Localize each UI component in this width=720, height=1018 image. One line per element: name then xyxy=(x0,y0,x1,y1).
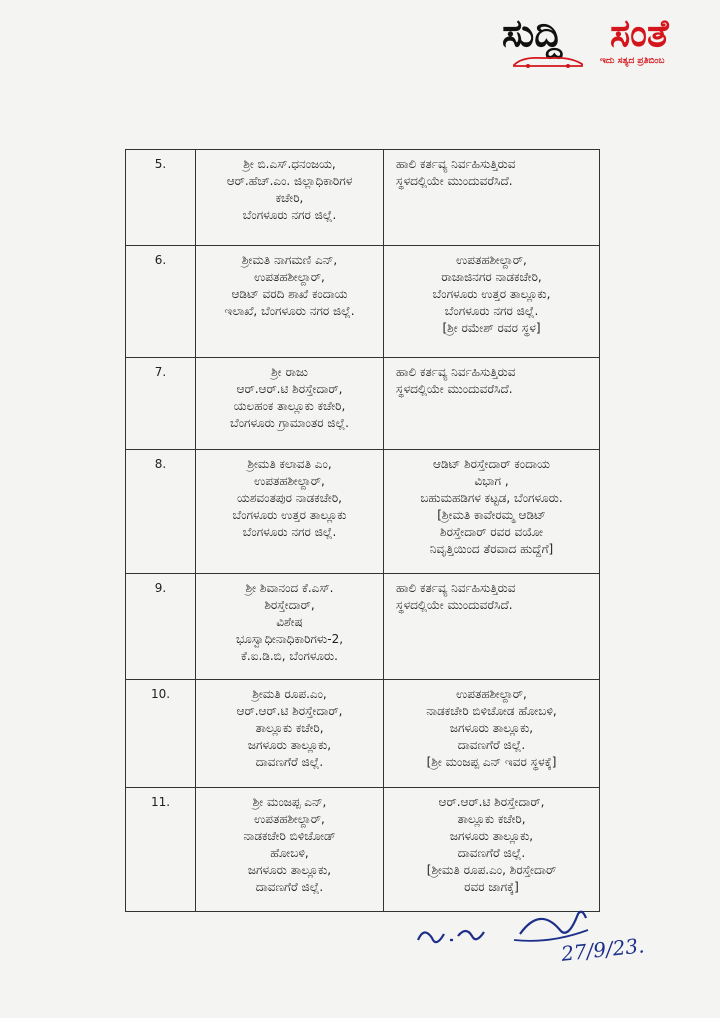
current-posting-line: ಬೆಂಗಳೂರು ಗ್ರಾಮಾಂತರ ಜಿಲ್ಲೆ. xyxy=(230,416,349,430)
new-posting-line: ಬಹುಮಹಡಿಗಳ ಕಟ್ಟಡ, ಬೆಂಗಳೂರು. xyxy=(420,491,563,505)
serial-number: 6. xyxy=(126,246,196,358)
table-row xyxy=(126,358,600,450)
current-posting-line: ಶ್ರೀಮತಿ ನಾಗಮಣಿ ಎನ್, xyxy=(241,253,338,267)
new-posting-line: [ಶ್ರೀ ರಮೇಶ್ ರವರ ಸ್ಥಳ] xyxy=(442,321,541,335)
current-posting-line: ವಿಶೇಷ xyxy=(276,615,303,629)
new-posting-line: ಹಾಲಿ ಕರ್ತವ್ಯ ನಿರ್ವಹಿಸುತ್ತಿರುವ xyxy=(396,365,516,379)
new-posting-line: ರಾಜಾಜಿನಗರ ನಾಡಕಚೇರಿ, xyxy=(441,270,542,284)
table-row xyxy=(126,450,600,574)
current-posting-line: ಉಪತಹಶೀಲ್ದಾರ್, xyxy=(254,812,325,826)
current-posting-line: ಆರ್.ಆರ್.ಟಿ ಶಿರಸ್ತೇದಾರ್, xyxy=(236,704,343,718)
current-posting-line: ಭೂಸ್ವಾಧೀನಾಧಿಕಾರಿಗಳು-2, xyxy=(235,632,344,646)
transfer-orders-table xyxy=(125,149,600,912)
signature-date: 27/9/23. xyxy=(560,933,646,966)
current-posting-line: ಆರ್.ಆರ್.ಟಿ ಶಿರಸ್ತೇದಾರ್, xyxy=(236,382,343,396)
car-logo-icon xyxy=(510,54,590,68)
new-posting-line: [ಶ್ರೀ ಮಂಜಪ್ಪ ಎನ್ ಇವರ ಸ್ಥಳಕ್ಕೆ] xyxy=(426,755,557,769)
new-posting-cell xyxy=(384,680,600,788)
current-posting-line: ಶ್ರೀಮತಿ ಕಲಾವತಿ ಎಂ, xyxy=(247,457,332,471)
new-posting-line: ಸ್ಥಳದಲ್ಲಿಯೇ ಮುಂದುವರೆಸಿದೆ. xyxy=(396,598,513,612)
current-posting-line: ದಾವಣಗೆರೆ ಜಿಲ್ಲೆ. xyxy=(255,880,324,894)
current-posting-cell xyxy=(196,246,384,358)
new-posting-line: ಸ್ಥಳದಲ್ಲಿಯೇ ಮುಂದುವರೆಸಿದೆ. xyxy=(396,174,513,188)
new-posting-line: ದಾವಣಗೆರೆ ಜಿಲ್ಲೆ. xyxy=(457,738,526,752)
logo-secondary-word: ಸಂತೆ xyxy=(610,11,669,55)
table-row xyxy=(126,246,600,358)
new-posting-line: ಸ್ಥಳದಲ್ಲಿಯೇ ಮುಂದುವರೆಸಿದೆ. xyxy=(396,382,513,396)
new-posting-line: [ಶ್ರೀಮತಿ ಕಾವೇರಮ್ಮ ಆಡಿಟ್ xyxy=(437,508,546,522)
current-posting-line: ಬೆಂಗಳೂರು ನಗರ ಜಿಲ್ಲೆ. xyxy=(242,208,337,222)
current-posting-line: ಉಪತಹಶೀಲ್ದಾರ್, xyxy=(254,270,325,284)
new-posting-cell xyxy=(384,150,600,246)
table-row xyxy=(126,150,600,246)
table-row xyxy=(126,680,600,788)
current-posting-line: ಕೆ.ಐ.ಡಿ.ಬಿ, ಬೆಂಗಳೂರು. xyxy=(241,649,338,663)
new-posting-line: ಶಿರಸ್ತೇದಾರ್ ರವರ ವಯೋ xyxy=(440,525,543,539)
current-posting-line: ಜಗಳೂರು ತಾಲ್ಲೂಕು, xyxy=(247,738,332,752)
serial-number: 9. xyxy=(126,574,196,680)
new-posting-line: ಬೆಂಗಳೂರು ನಗರ ಜಿಲ್ಲೆ. xyxy=(444,304,539,318)
new-posting-line: ದಾವಣಗೆರೆ ಜಿಲ್ಲೆ. xyxy=(457,846,526,860)
sudhi-sante-logo xyxy=(502,10,712,80)
current-posting-line: ಇಲಾಖೆ, ಬೆಂಗಳೂರು ನಗರ ಜಿಲ್ಲೆ. xyxy=(224,304,355,318)
current-posting-cell xyxy=(196,450,384,574)
serial-number: 8. xyxy=(126,450,196,574)
current-posting-cell xyxy=(196,788,384,912)
new-posting-cell xyxy=(384,574,600,680)
new-posting-cell xyxy=(384,246,600,358)
current-posting-line: ಶಿರಸ್ತೇದಾರ್, xyxy=(264,598,315,612)
new-posting-line: ಆರ್.ಆರ್.ಟಿ ಶಿರಸ್ತೇದಾರ್, xyxy=(438,795,545,809)
current-posting-cell xyxy=(196,680,384,788)
new-posting-line: ಬೆಂಗಳೂರು ಉತ್ತರ ತಾಲ್ಲೂಕು, xyxy=(432,287,551,301)
current-posting-line: ಜಗಳೂರು ತಾಲ್ಲೂಕು, xyxy=(247,863,332,877)
current-posting-line: ಶ್ರೀ ಬಿ.ಎಸ್.ಧನಂಜಯ, xyxy=(243,157,336,171)
new-posting-line: ನಾಡಕಚೇರಿ ಬಿಳಿಚೋಡ ಹೋಬಳಿ, xyxy=(426,704,557,718)
new-posting-line: ಉಪತಹಶೀಲ್ದಾರ್, xyxy=(456,687,527,701)
current-posting-line: ಶ್ರೀ ಮಂಜಪ್ಪ ಎನ್, xyxy=(252,795,327,809)
signature xyxy=(410,900,650,980)
new-posting-line: ವಿಭಾಗ , xyxy=(474,474,509,488)
current-posting-line: ನಾಡಕಚೇರಿ ಬಿಳಿಚೋಡ್ xyxy=(243,829,336,843)
new-posting-line: ಹಾಲಿ ಕರ್ತವ್ಯ ನಿರ್ವಹಿಸುತ್ತಿರುವ xyxy=(396,157,516,171)
current-posting-line: ದಾವಣಗೆರೆ ಜಿಲ್ಲೆ. xyxy=(255,755,324,769)
logo-primary-word: ಸುದ್ದಿ xyxy=(502,11,563,55)
new-posting-cell xyxy=(384,788,600,912)
new-posting-line: [ಶ್ರೀಮತಿ ರೂಪ.ಎಂ, ಶಿರಸ್ತೇದಾರ್ xyxy=(426,863,557,877)
current-posting-line: ಬೆಂಗಳೂರು ಉತ್ತರ ತಾಲ್ಲೂಕು xyxy=(232,508,347,522)
current-posting-line: ತಾಲ್ಲೂಕು ಕಚೇರಿ, xyxy=(255,721,324,735)
current-posting-line: ಉಪತಹಶೀಲ್ದಾರ್, xyxy=(254,474,325,488)
new-posting-line: ಹಾಲಿ ಕರ್ತವ್ಯ ನಿರ್ವಹಿಸುತ್ತಿರುವ xyxy=(396,581,516,595)
new-posting-line: ಜಗಳೂರು ತಾಲ್ಲೂಕು, xyxy=(449,829,534,843)
new-posting-cell xyxy=(384,450,600,574)
current-posting-line: ಯಲಹಂಕ ತಾಲ್ಲೂಕು ಕಚೇರಿ, xyxy=(233,399,346,413)
current-posting-line: ಕಚೇರಿ, xyxy=(275,191,304,205)
current-posting-cell xyxy=(196,574,384,680)
current-posting-line: ಶ್ರೀಮತಿ ರೂಪ.ಎಂ, xyxy=(252,687,327,701)
current-posting-line: ಬೆಂಗಳೂರು ನಗರ ಜಿಲ್ಲೆ. xyxy=(242,525,337,539)
serial-number: 11. xyxy=(126,788,196,912)
current-posting-line: ಯಶವಂತಪುರ ನಾಡಕಚೇರಿ, xyxy=(237,491,342,505)
new-posting-line: ನಿವೃತ್ತಿಯಿಂದ ತೆರವಾದ ಹುದ್ದೆಗೆ] xyxy=(429,542,554,556)
current-posting-line: ಶ್ರೀ ರಾಜು xyxy=(271,365,308,379)
new-posting-line: ರವರ ಜಾಗಕ್ಕೆ] xyxy=(464,880,519,894)
current-posting-line: ಶ್ರೀ ಶಿವಾನಂದ ಕೆ.ಎಸ್. xyxy=(245,581,334,595)
logo-tagline: ಇದು ಸತ್ಯದ ಪ್ರತಿಬಿಂಬ xyxy=(600,56,665,66)
table-row xyxy=(126,574,600,680)
new-posting-cell xyxy=(384,358,600,450)
current-posting-line: ಆರ್.ಹೆಚ್.ಎಂ. ಜಿಲ್ಲಾಧಿಕಾರಿಗಳ xyxy=(226,174,353,188)
current-posting-line: ಹೋಬಳಿ, xyxy=(270,846,309,860)
new-posting-line: ತಾಲ್ಲೂಕು ಕಚೇರಿ, xyxy=(457,812,526,826)
serial-number: 10. xyxy=(126,680,196,788)
new-posting-line: ಆಡಿಟ್ ಶಿರಸ್ತೇದಾರ್ ಕಂದಾಯ xyxy=(433,457,550,471)
new-posting-line: ಜಗಳೂರು ತಾಲ್ಲೂಕು, xyxy=(449,721,534,735)
new-posting-line: ಉಪತಹಶೀಲ್ದಾರ್, xyxy=(456,253,527,267)
table-row xyxy=(126,788,600,912)
serial-number: 7. xyxy=(126,358,196,450)
serial-number: 5. xyxy=(126,150,196,246)
current-posting-cell xyxy=(196,358,384,450)
current-posting-cell xyxy=(196,150,384,246)
current-posting-line: ಆಡಿಟ್ ವರದಿ ಶಾಖೆ ಕಂದಾಯ xyxy=(231,287,348,301)
